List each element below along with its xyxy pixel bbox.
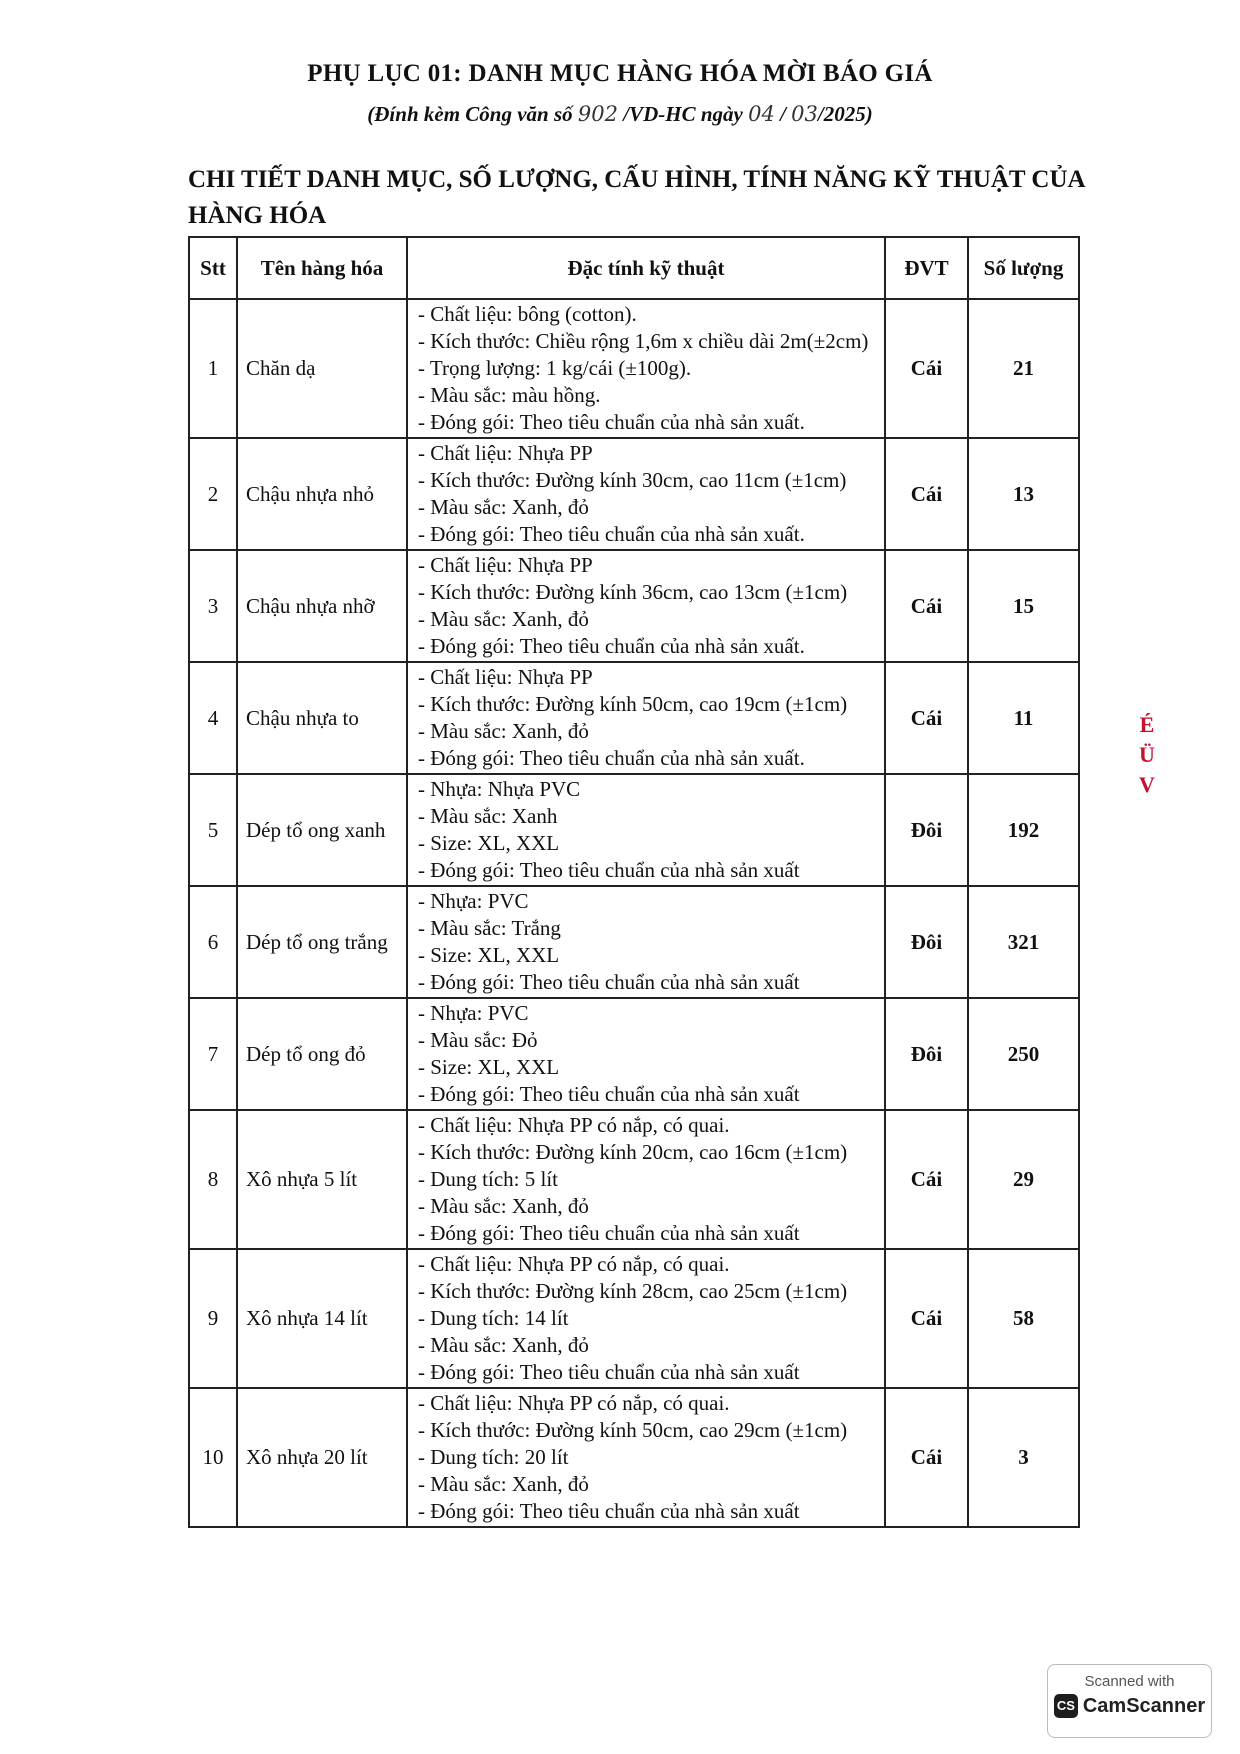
row-stt: 9: [189, 1249, 237, 1388]
header-stt: Stt: [189, 237, 237, 299]
row-spec: [407, 299, 885, 438]
stamp-char: Ü: [1139, 742, 1155, 767]
spec-line: - Kích thước: Đường kính 50cm, cao 29cm (±1cm): [418, 1418, 848, 1442]
row-quantity: 11: [968, 662, 1079, 774]
spec-line: - Size: XL, XXL: [418, 1055, 560, 1079]
row-item-name: Xô nhựa 20 lít: [237, 1388, 407, 1527]
row-stt: 10: [189, 1388, 237, 1527]
table-row: [189, 998, 1079, 1110]
spec-line: - Kích thước: Đường kính 28cm, cao 25cm (±1cm): [418, 1279, 848, 1303]
spec-line: - Chất liệu: bông (cotton).: [418, 302, 637, 326]
row-item-name: Chậu nhựa to: [237, 662, 407, 774]
date-separator: /: [780, 102, 786, 126]
spec-line: - Đóng gói: Theo tiêu chuẩn của nhà sản xuất: [418, 1499, 800, 1523]
row-item-name: Dép tổ ong xanh: [237, 774, 407, 886]
spec-line: - Chất liệu: Nhựa PP: [418, 665, 593, 689]
row-item-name: Chậu nhựa nhỏ: [237, 438, 407, 550]
spec-line: - Size: XL, XXL: [418, 943, 560, 967]
watermark-brand-row: [1048, 1694, 1211, 1718]
table-row: [189, 299, 1079, 438]
table-row: [189, 1388, 1079, 1527]
header-qty: Số lượng: [968, 237, 1079, 299]
document-number: 902: [577, 102, 618, 126]
spec-line: - Chất liệu: Nhựa PP có nắp, có quai.: [418, 1113, 730, 1137]
row-quantity: 192: [968, 774, 1079, 886]
spec-line: - Nhựa: PVC: [418, 1001, 529, 1025]
row-unit: Đôi: [885, 886, 968, 998]
row-quantity: 21: [968, 299, 1079, 438]
row-stt: 6: [189, 886, 237, 998]
date-day: 04: [748, 102, 775, 126]
spec-line: - Trọng lượng: 1 kg/cái (±100g).: [418, 356, 692, 380]
row-stt: 2: [189, 438, 237, 550]
red-stamp-fragment: [1132, 710, 1162, 800]
row-spec: [407, 550, 885, 662]
table-row: [189, 886, 1079, 998]
section-title: CHI TIẾT DANH MỤC, SỐ LƯỢNG, CẤU HÌNH, TÍNH NĂNG KỸ THUẬT CỦA HÀNG HÓA: [188, 166, 1085, 229]
spec-line: - Nhựa: Nhựa PVC: [418, 777, 581, 801]
table-row: [189, 662, 1079, 774]
row-spec: [407, 662, 885, 774]
spec-line: - Dung tích: 20 lít: [418, 1445, 569, 1469]
row-stt: 4: [189, 662, 237, 774]
spec-line: - Màu sắc: Xanh, đỏ: [418, 719, 589, 743]
row-unit: Cái: [885, 550, 968, 662]
row-unit: Cái: [885, 1388, 968, 1527]
row-item-name: Xô nhựa 14 lít: [237, 1249, 407, 1388]
row-quantity: 250: [968, 998, 1079, 1110]
spec-line: - Màu sắc: Trắng: [418, 916, 561, 940]
row-stt: 7: [189, 998, 237, 1110]
spec-line: - Đóng gói: Theo tiêu chuẩn của nhà sản xuất: [418, 1221, 800, 1245]
spec-line: - Kích thước: Đường kính 20cm, cao 16cm (±1cm): [418, 1140, 848, 1164]
goods-table: [188, 236, 1080, 1528]
spec-line: - Đóng gói: Theo tiêu chuẩn của nhà sản xuất.: [418, 634, 805, 658]
table-row: [189, 774, 1079, 886]
camscanner-watermark: [1047, 1664, 1212, 1738]
row-quantity: 29: [968, 1110, 1079, 1249]
header-unit: ĐVT: [885, 237, 968, 299]
spec-line: - Chất liệu: Nhựa PP có nắp, có quai.: [418, 1252, 730, 1276]
spec-line: - Màu sắc: Xanh, đỏ: [418, 1194, 589, 1218]
spec-line: - Đóng gói: Theo tiêu chuẩn của nhà sản xuất.: [418, 746, 805, 770]
spec-line: - Chất liệu: Nhựa PP có nắp, có quai.: [418, 1391, 730, 1415]
row-quantity: 3: [968, 1388, 1079, 1527]
spec-line: - Màu sắc: Đỏ: [418, 1028, 538, 1052]
spec-line: - Màu sắc: màu hồng.: [418, 383, 601, 407]
row-stt: 8: [189, 1110, 237, 1249]
table-row: [189, 550, 1079, 662]
spec-line: - Size: XL, XXL: [418, 831, 560, 855]
row-unit: Cái: [885, 1110, 968, 1249]
spec-line: - Kích thước: Đường kính 30cm, cao 11cm (±1cm): [418, 468, 847, 492]
row-unit: Đôi: [885, 998, 968, 1110]
date-year: /2025): [817, 102, 873, 126]
spec-line: - Dung tích: 14 lít: [418, 1306, 569, 1330]
row-spec: [407, 1110, 885, 1249]
spec-line: - Màu sắc: Xanh, đỏ: [418, 495, 589, 519]
row-unit: Đôi: [885, 774, 968, 886]
spec-line: - Đóng gói: Theo tiêu chuẩn của nhà sản xuất: [418, 1082, 800, 1106]
row-spec: [407, 1388, 885, 1527]
row-quantity: 15: [968, 550, 1079, 662]
row-quantity: 321: [968, 886, 1079, 998]
spec-line: - Kích thước: Đường kính 50cm, cao 19cm (±1cm): [418, 692, 848, 716]
row-item-name: Dép tổ ong trắng: [237, 886, 407, 998]
spec-line: - Đóng gói: Theo tiêu chuẩn của nhà sản xuất: [418, 970, 800, 994]
row-quantity: 13: [968, 438, 1079, 550]
row-spec: [407, 438, 885, 550]
row-unit: Cái: [885, 438, 968, 550]
spec-line: - Đóng gói: Theo tiêu chuẩn của nhà sản xuất: [418, 858, 800, 882]
row-spec: [407, 1249, 885, 1388]
spec-line: - Màu sắc: Xanh: [418, 804, 558, 828]
spec-line: - Đóng gói: Theo tiêu chuẩn của nhà sản xuất: [418, 1360, 800, 1384]
table-row: [189, 1249, 1079, 1388]
table-body: [189, 299, 1079, 1527]
header-name: Tên hàng hóa: [237, 237, 407, 299]
row-unit: Cái: [885, 299, 968, 438]
watermark-caption: Scanned with: [1084, 1673, 1175, 1690]
camscanner-logo-icon: CS: [1054, 1694, 1078, 1718]
row-spec: [407, 998, 885, 1110]
row-item-name: Xô nhựa 5 lít: [237, 1110, 407, 1249]
spec-line: - Đóng gói: Theo tiêu chuẩn của nhà sản xuất.: [418, 410, 805, 434]
spec-line: - Kích thước: Đường kính 36cm, cao 13cm (±1cm): [418, 580, 848, 604]
spec-line: - Dung tích: 5 lít: [418, 1167, 558, 1191]
header-spec: Đặc tính kỹ thuật: [407, 237, 885, 299]
spec-line: - Màu sắc: Xanh, đỏ: [418, 1333, 589, 1357]
row-unit: Cái: [885, 662, 968, 774]
watermark-brand: CamScanner: [1082, 1694, 1206, 1717]
page-title: PHỤ LỤC 01: DANH MỤC HÀNG HÓA MỜI BÁO GIÁ: [307, 60, 933, 87]
row-spec: [407, 774, 885, 886]
spec-line: - Chất liệu: Nhựa PP: [418, 441, 593, 465]
row-stt: 3: [189, 550, 237, 662]
spec-line: - Màu sắc: Xanh, đỏ: [418, 1472, 589, 1496]
attachment-prefix: (Đính kèm Công văn số: [367, 102, 573, 126]
spec-line: - Màu sắc: Xanh, đỏ: [418, 607, 589, 631]
row-spec: [407, 886, 885, 998]
attachment-middle: /VD-HC ngày: [623, 102, 743, 126]
stamp-char: É: [1139, 712, 1155, 737]
spec-line: - Kích thước: Chiều rộng 1,6m x chiều dài 2m(±2cm): [418, 329, 869, 353]
spec-line: - Đóng gói: Theo tiêu chuẩn của nhà sản xuất.: [418, 522, 805, 546]
row-unit: Cái: [885, 1249, 968, 1388]
date-month: 03: [791, 102, 818, 126]
spec-line: - Chất liệu: Nhựa PP: [418, 553, 593, 577]
spec-line: - Nhựa: PVC: [418, 889, 529, 913]
row-stt: 5: [189, 774, 237, 886]
row-item-name: Chậu nhựa nhỡ: [237, 550, 407, 662]
table-header-row: [189, 237, 1079, 299]
attachment-reference: [0, 102, 1240, 127]
row-stt: 1: [189, 299, 237, 438]
row-item-name: Dép tổ ong đỏ: [237, 998, 407, 1110]
table-row: [189, 438, 1079, 550]
table-row: [189, 1110, 1079, 1249]
row-quantity: 58: [968, 1249, 1079, 1388]
stamp-char: V: [1139, 772, 1155, 797]
row-item-name: Chăn dạ: [237, 299, 407, 438]
